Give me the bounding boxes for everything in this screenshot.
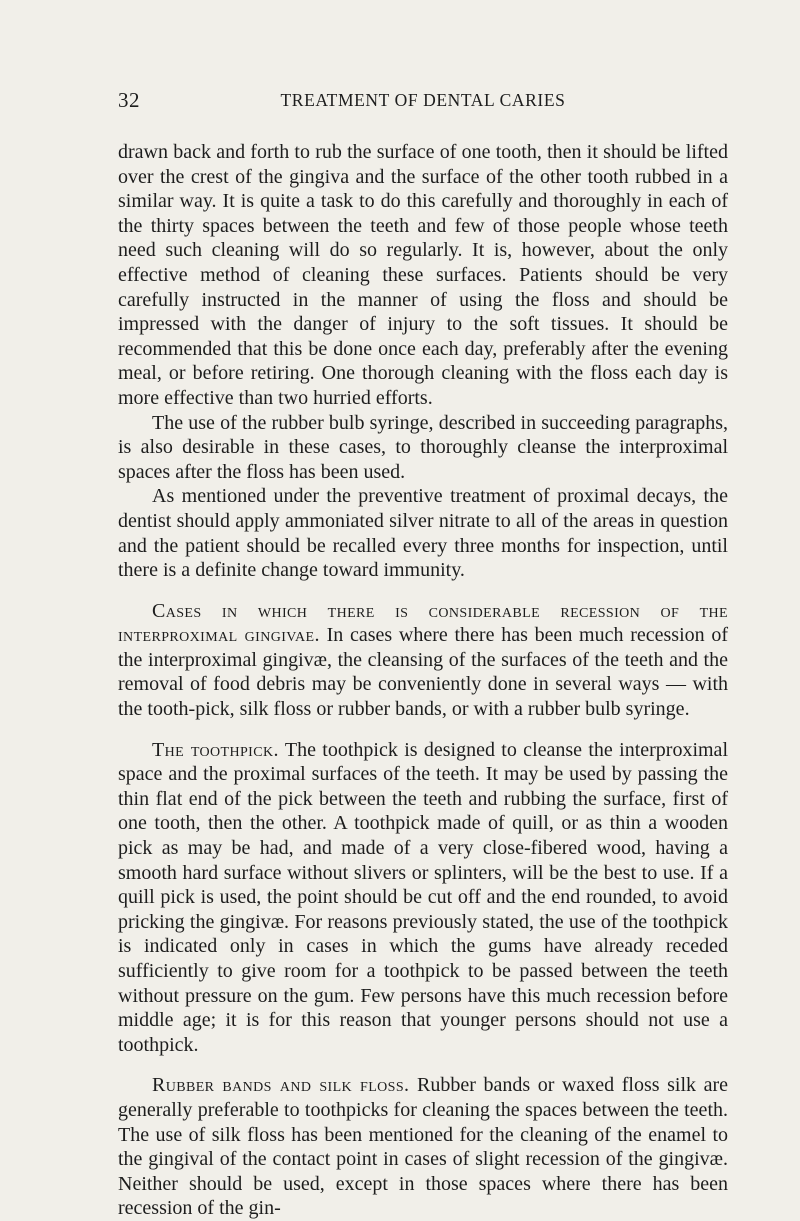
- section-recession: [118, 599, 728, 722]
- paragraph-text: As mentioned under the preventive treatment of proximal decays, the dentist should apply ammoniated silver nitrate to all of the areas in question and the patient should be recalled every three months for inspection, until there is a definite change toward immunity.: [118, 485, 728, 582]
- running-title: TREATMENT OF DENTAL CARIES: [280, 90, 566, 110]
- paragraph-syringe: [118, 411, 728, 485]
- section-heading: The toothpick.: [152, 738, 279, 761]
- paragraph-text: The toothpick is designed to cleanse the interproximal space and the proximal surfaces of the teeth. It may be used by passing the thin flat end of the pick between the teeth and rubbing the surface, first of one tooth, then the other. A toothpick made of quill, or as thin a wooden pick as may be had, and made of a very close-fibered wood, having a smooth hard surface without slivers or splinters, will be the best to use. If a quill pick is used, the point should be cut off and the end rounded, to avoid pricking the gingivæ. For reasons previously stated, the use of the toothpick is indicated only in cases in which the gums have already receded sufficiently to give room for a toothpick to be passed between the teeth without pressure on the gum. Few persons have this much recession before middle age; it is for this reason that younger persons should not use a toothpick.: [118, 738, 728, 1056]
- paragraph-text: Rubber bands or waxed floss silk are generally preferable to toothpicks for cleaning the spaces between the teeth. The use of silk floss has been mentioned for the cleaning of the enamel to the gingival of the contact point in cases of slight recession of the gingivæ. Neither should be used, except in those spaces where there has been recession of the gin-: [118, 1074, 728, 1220]
- section-heading: Rubber bands and silk floss.: [152, 1074, 410, 1097]
- paragraph-silver-nitrate: [118, 484, 728, 582]
- paragraph-continuation: [118, 140, 728, 411]
- page-number: 32: [118, 88, 140, 112]
- paragraph-text: The use of the rubber bulb syringe, described in succeeding paragraphs, is also desirable in these cases, to thoroughly cleanse the interproximal spaces after the floss has been used.: [118, 411, 728, 483]
- section-heading: Cases in which there is considerable recession of the interproximal gingivae.: [118, 599, 728, 647]
- section-toothpick: [118, 738, 728, 1058]
- paragraph-text: drawn back and forth to rub the surface of one tooth, then it should be lifted over the crest of the gingiva and the surface of the other tooth rubbed in a similar way. It is quite a task to do this carefully and thoroughly in each of the thirty spaces between the teeth and few of those people whose teeth need such cleaning will do so regularly. It is, however, about the only effective method of cleaning these surfaces. Patients should be very carefully instructed in the manner of using the floss and should be impressed with the danger of injury to the soft tissues. It should be recommended that this be done once each day, preferably after the evening meal, or before retiring. One thorough cleaning with the floss each day is more effective than two hurried efforts.: [118, 141, 728, 409]
- section-rubber-bands: [118, 1073, 728, 1221]
- body-text: [118, 140, 728, 1221]
- page-header: [118, 88, 728, 118]
- paragraph-text: In cases where there has been much recession of the interproximal gingivæ, the cleansing of the surfaces of the teeth and the removal of food debris may be conveniently done in several ways — with the tooth-pick, silk floss or rubber bands, or with a rubber bulb syringe.: [118, 624, 729, 721]
